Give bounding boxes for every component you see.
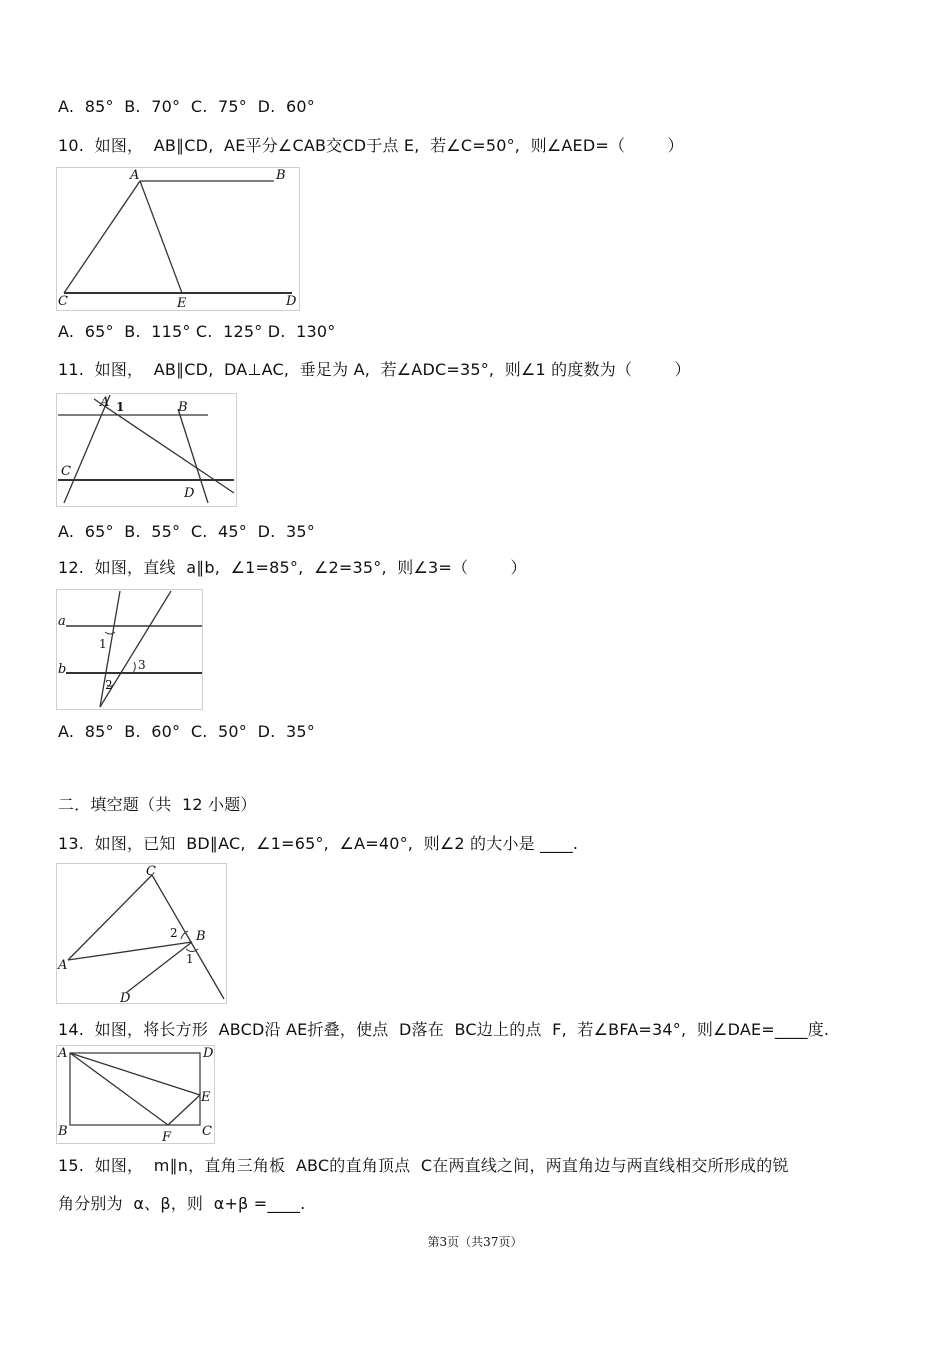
fig14-label-D: D — [203, 1046, 214, 1061]
fig14-label-C: C — [202, 1124, 212, 1139]
fig13-label-A: A — [58, 958, 68, 973]
fig12-label-1: 1 — [99, 637, 107, 651]
fig10-label-A: A — [130, 168, 140, 183]
fig12-label-b: b — [58, 662, 67, 677]
fig13-label-1: 1 — [186, 952, 194, 966]
fig12-label-a: a — [58, 614, 66, 629]
q10-options: A. 65° B. 115° C. 125° D. 130° — [58, 322, 336, 341]
fig14-label-B: B — [58, 1124, 68, 1139]
fig10-label-C: C — [58, 294, 68, 309]
q9-options: A. 85° B. 70° C. 75° D. 60° — [58, 97, 315, 116]
fig11-label-D: D — [184, 486, 195, 501]
fig14-label-F: F — [162, 1130, 172, 1145]
fig13-label-2: 2 — [170, 926, 178, 940]
q14-stem: 14. 如图，将长方形 ABCD沿 AE折叠，使点 D落在 BC边上的点 F, 若∠BFA=34°, 则∠DAE=____度. — [58, 1020, 830, 1039]
fig13-label-B: B — [196, 929, 206, 944]
fig11-label-1: 1 — [116, 400, 125, 414]
q11-stem: 11. 如图， AB∥CD, DA⊥AC, 垂足为 A, 若∠ADC=35°, 则∠1 的度数为（ ） — [58, 360, 691, 379]
figure-q13 — [56, 863, 228, 1005]
fig10-label-D: D — [286, 294, 297, 309]
section2-title: 二．填空题（共 12 小题） — [58, 795, 257, 814]
page-footer: 第3页（共37页） — [427, 1235, 523, 1249]
figure-q14 — [56, 1045, 216, 1145]
fig12-label-2: 2 — [105, 678, 113, 692]
figure-q10 — [56, 167, 301, 312]
fig10-label-B: B — [276, 168, 286, 183]
figure-q11 — [56, 393, 238, 508]
q10-stem: 10. 如图， AB∥CD, AE平分∠CAB交CD于点 E, 若∠C=50°, 则∠AED=（ ） — [58, 136, 684, 155]
fig11-label-B: B — [178, 400, 188, 415]
q13-stem: 13. 如图，已知 BD∥AC, ∠1=65°, ∠A=40°, 则∠2 的大小是 ____. — [58, 834, 579, 853]
fig11-label-C: C — [61, 464, 71, 479]
q15-stem-line2: 角分别为 α、β，则 α+β =____. — [58, 1194, 306, 1213]
fig11-label-A: A — [100, 395, 110, 410]
fig14-label-E: E — [201, 1090, 211, 1105]
fig14-label-A: A — [58, 1046, 68, 1061]
figure-q12 — [56, 589, 204, 711]
fig10-label-E: E — [177, 296, 187, 311]
q15-stem-line1: 15. 如图， m∥n，直角三角板 ABC的直角顶点 C在两直线之间，两直角边与两直线相交所形成的锐 — [58, 1156, 789, 1175]
fig12-label-3: 3 — [138, 658, 146, 672]
q12-options: A. 85° B. 60° C. 50° D. 35° — [58, 722, 315, 741]
q11-options: A. 65° B. 55° C. 45° D. 35° — [58, 522, 315, 541]
fig13-label-D: D — [120, 991, 131, 1005]
fig13-label-C: C — [146, 864, 156, 879]
q12-stem: 12. 如图，直线 a∥b, ∠1=85°, ∠2=35°, 则∠3=（ ） — [58, 558, 527, 577]
